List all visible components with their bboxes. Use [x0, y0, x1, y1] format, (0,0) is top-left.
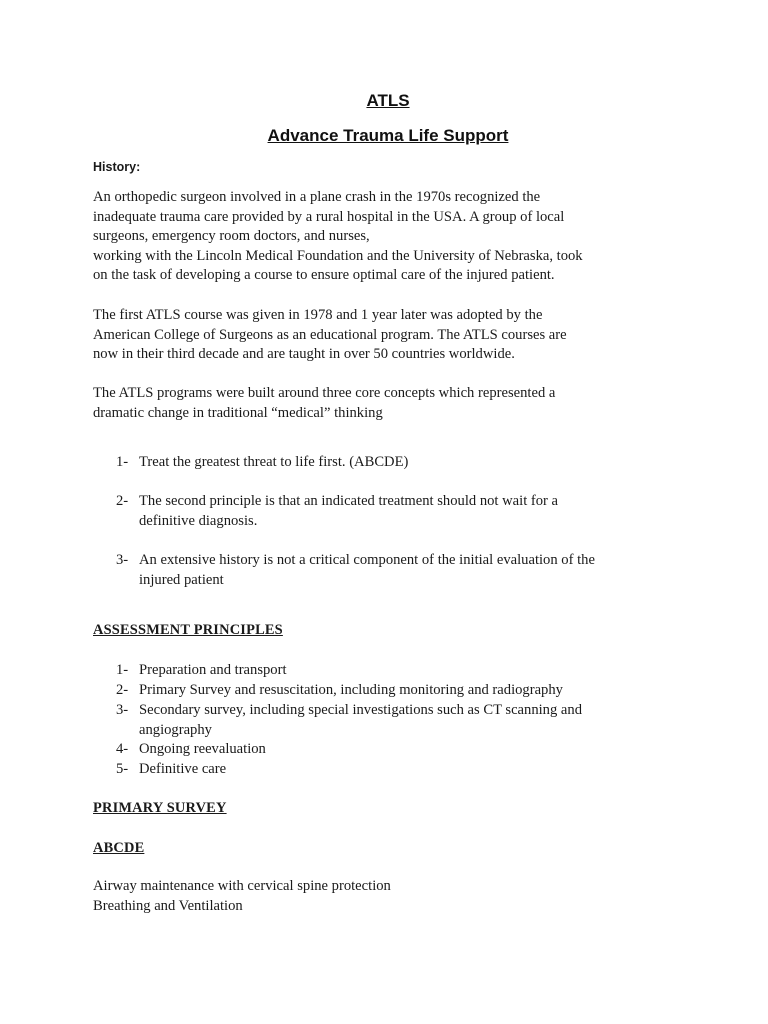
list-text — [139, 701, 684, 740]
list-number: 3- — [116, 702, 129, 718]
primary-survey-heading: PRIMARY SURVEY — [93, 800, 227, 816]
text-line: American College of Surgeons as an educational program. The ATLS courses are — [93, 326, 567, 343]
history-paragraph — [93, 188, 683, 286]
list-number: 3- — [116, 552, 129, 568]
text-line: Treat the greatest threat to life first. (ABCDE) — [139, 454, 409, 470]
text-line: surgeons, emergency room doctors, and nurses, — [93, 228, 370, 245]
list-text — [139, 492, 684, 531]
concepts-paragraph — [93, 384, 683, 423]
list-number: 2- — [116, 682, 129, 698]
document-title: ATLS — [366, 91, 410, 110]
text-line: definitive diagnosis. — [139, 512, 258, 529]
text-line: Primary Survey and resuscitation, including monitoring and radiography — [139, 682, 563, 698]
text-line: An orthopedic surgeon involved in a plane crash in the 1970s recognized the — [93, 189, 541, 205]
abcde-heading: ABCDE — [93, 840, 145, 856]
history-label: History: — [93, 160, 141, 174]
text-line: now in their third decade and are taught in over 50 countries worldwide. — [93, 346, 515, 363]
text-line: injured patient — [139, 571, 224, 588]
list-text — [139, 551, 684, 590]
first-course-paragraph — [93, 306, 683, 365]
text-line: Airway maintenance with cervical spine protection — [93, 878, 391, 894]
assessment-heading: ASSESSMENT PRINCIPLES — [93, 622, 283, 638]
text-line: on the task of developing a course to ensure optimal care of the injured patient. — [93, 267, 555, 284]
text-line: Secondary survey, including special investigations such as CT scanning and — [139, 702, 582, 718]
text-line: angiography — [139, 721, 212, 738]
text-line: The second principle is that an indicated treatment should not wait for a — [139, 493, 559, 509]
list-text — [139, 760, 684, 780]
list-text — [139, 661, 684, 681]
list-number: 1- — [116, 454, 129, 470]
text-line: The ATLS programs were built around three core concepts which represented a — [93, 385, 556, 401]
text-line: Definitive care — [139, 761, 227, 777]
text-line: An extensive history is not a critical component of the initial evaluation of the — [139, 552, 595, 568]
list-number: 4- — [116, 741, 129, 757]
document-subtitle: Advance Trauma Life Support — [267, 126, 509, 145]
list-text — [139, 453, 684, 473]
text-line: dramatic change in traditional “medical” thinking — [93, 404, 383, 421]
text-line: Breathing and Ventilation — [93, 898, 243, 914]
list-text — [139, 681, 684, 701]
text-line: Ongoing reevaluation — [139, 741, 266, 757]
list-number: 1- — [116, 662, 129, 678]
text-line: Preparation and transport — [139, 662, 287, 678]
list-number: 2- — [116, 493, 129, 509]
text-line: inadequate trauma care provided by a rural hospital in the USA. A group of local — [93, 208, 565, 225]
text-line: working with the Lincoln Medical Foundation and the University of Nebraska, took — [93, 247, 583, 264]
list-number: 5- — [116, 761, 129, 777]
text-line: The first ATLS course was given in 1978 and 1 year later was adopted by the — [93, 307, 543, 323]
list-text — [139, 740, 684, 760]
